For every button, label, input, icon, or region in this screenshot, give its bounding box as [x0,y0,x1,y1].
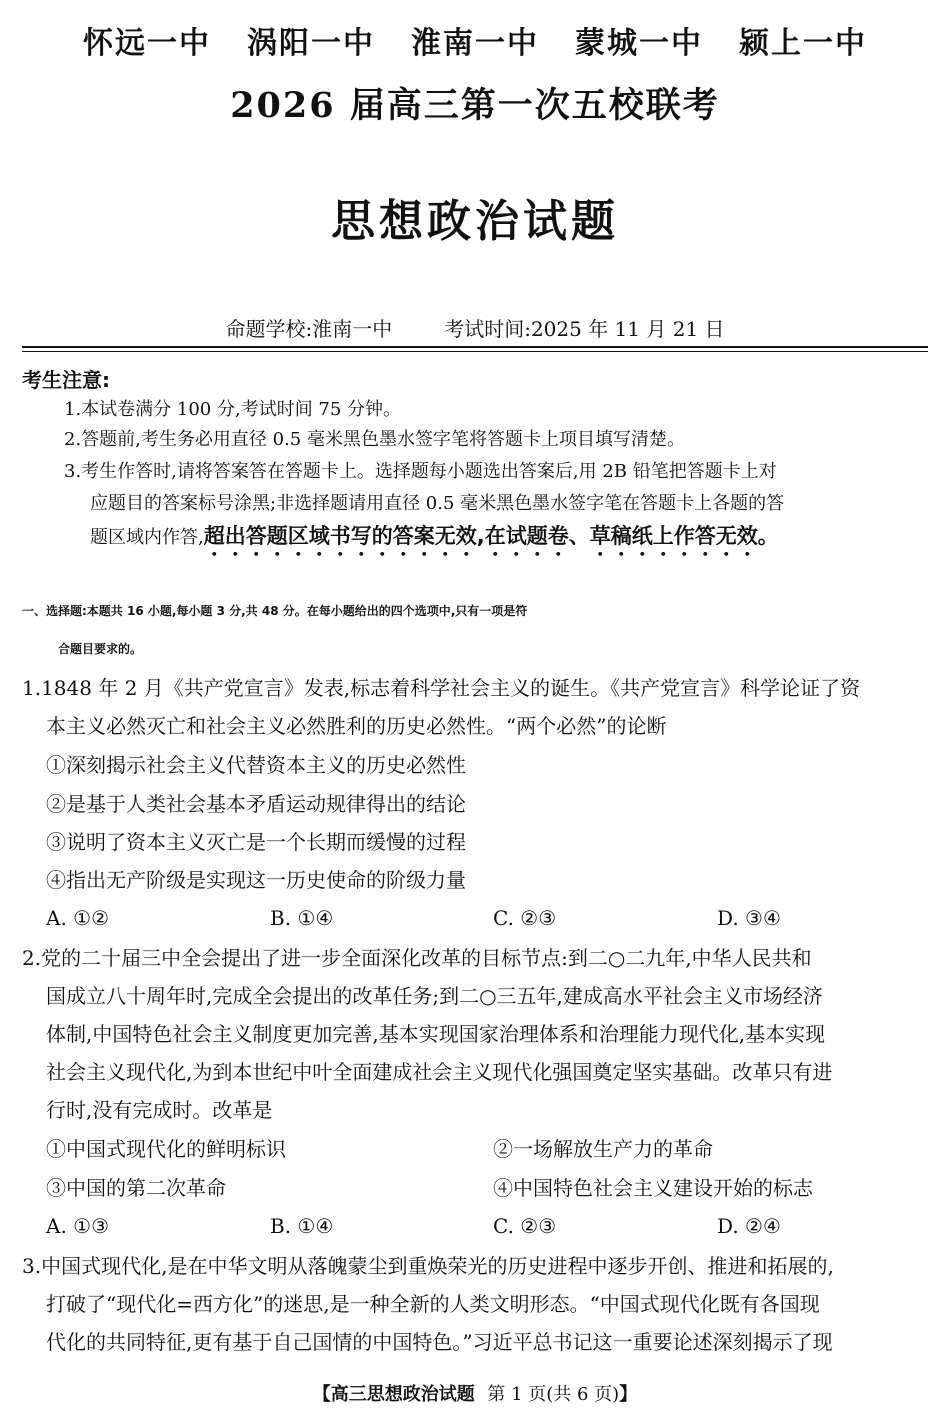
q2-stem: 2.党的二十届三中全会提出了进一步全面深化改革的目标节点:到二○二九年,中华人民共和 [22,946,812,970]
q2-statement: ①中国式现代化的鲜明标识 [46,1137,286,1161]
q1-stem: 本主义必然灭亡和社会主义必然胜利的历史必然性。“两个必然”的论断 [46,714,667,738]
q1-statement: ④指出无产阶级是实现这一历史使命的阶级力量 [46,868,466,892]
q2-statement: ④中国特色社会主义建设开始的标志 [493,1176,813,1200]
school-name: 蒙城一中 [575,26,703,61]
notice-item-1: 1.本试卷满分 100 分,考试时间 75 分钟。 [64,399,402,420]
notice-item-3: 3.考生作答时,请将答案答在答题卡上。选择题每小题选出答案后,用 2B 铅笔把答题卡上对 [64,461,777,482]
school-name: 涡阳一中 [247,26,375,61]
q2-option-b: B. ①④ [270,1214,334,1238]
exam-title: 2026 届高三第一次五校联考 [230,85,720,126]
exam-meta [0,313,950,342]
school-name: 淮南一中 [411,26,539,61]
school-name: 颍上一中 [739,26,867,61]
q2-option-d: D. ②④ [717,1214,781,1238]
q1-option-b: B. ①④ [270,906,334,930]
q2-option-c: C. ②③ [493,1214,557,1238]
q1-option-a: A. ①② [46,906,110,930]
q3-stem: 打破了“现代化=西方化”的迷思,是一种全新的人类文明形态。“中国式现代化既有各国现 [46,1292,820,1316]
section-heading [22,592,932,668]
notice-title: 考生注意: [22,368,110,392]
emphasized-warning: 超出答题区域书写的答案无效,在试题卷、草稿纸上作答无效。 [203,524,779,548]
divider [22,346,928,348]
page-number: 第 1 页(共 6 页) [487,1384,620,1405]
notice-item-2: 2.答题前,考生务必用直径 0.5 毫米黑色墨水签字笔将答题卡上项目填写清楚。 [64,429,685,450]
school-name: 怀远一中 [83,26,211,61]
q2-stem: 社会主义现代化,为到本世纪中叶全面建成社会主义现代化强国奠定坚实基础。改革只有进 [46,1060,833,1084]
q2-stem: 国成立八十周年时,完成全会提出的改革任务;到二○三五年,建成高水平社会主义市场经济 [46,984,823,1008]
q1-statement: ③说明了资本主义灭亡是一个长期而缓慢的过程 [46,830,466,854]
exam-date: 考试时间:2025 年 11 月 21 日 [444,317,725,341]
q1-stem: 1.1848 年 2 月《共产党宣言》发表,标志着科学社会主义的诞生。《共产党宣言》科学论证了资 [22,676,861,700]
notice-item-3-cont: 应题目的答案标号涂黑;非选择题请用直径 0.5 毫米黑色墨水签字笔在答题卡上各题的答 [90,493,785,514]
q2-stem: 行时,没有完成时。改革是 [46,1098,273,1122]
section-heading-line: 合题目要求的。 [58,642,143,656]
notice-item-3-cont [90,520,930,561]
footer-title: 【高三思想政治试题 [312,1384,475,1405]
q1-option-c: C. ②③ [493,906,557,930]
q3-stem: 代化的共同特征,更有基于自己国情的中国特色。”习近平总书记这一重要论述深刻揭示了现 [46,1330,833,1354]
q2-statement: ③中国的第二次革命 [46,1176,226,1200]
q2-statement: ②一场解放生产力的革命 [493,1137,713,1161]
footer-bracket: 】 [619,1384,638,1405]
q2-option-a: A. ①③ [46,1214,110,1238]
divider [22,351,928,352]
notice-text: 题区域内作答, [90,527,204,548]
subject-title: 思想政治试题 [331,196,619,247]
q1-option-d: D. ③④ [717,906,781,930]
section-heading-line: 一、选择题:本题共 16 小题,每小题 3 分,共 48 分。在每小题给出的四个选项中,只有一项是符 [22,604,528,618]
q1-statement: ①深刻揭示社会主义代替资本主义的历史必然性 [46,753,466,777]
q1-statement: ②是基于人类社会基本矛盾运动规律得出的结论 [46,792,466,816]
school-list [0,18,950,62]
setter-school: 命题学校:淮南一中 [225,317,393,341]
q2-stem: 体制,中国特色社会主义制度更加完善,基本实现国家治理体系和治理能力现代化,基本实现 [46,1022,826,1046]
page-footer [0,1380,950,1406]
q3-stem: 3.中国式现代化,是在中华文明从落魄蒙尘到重焕荣光的历史进程中逐步开创、推进和拓展的, [22,1254,834,1278]
